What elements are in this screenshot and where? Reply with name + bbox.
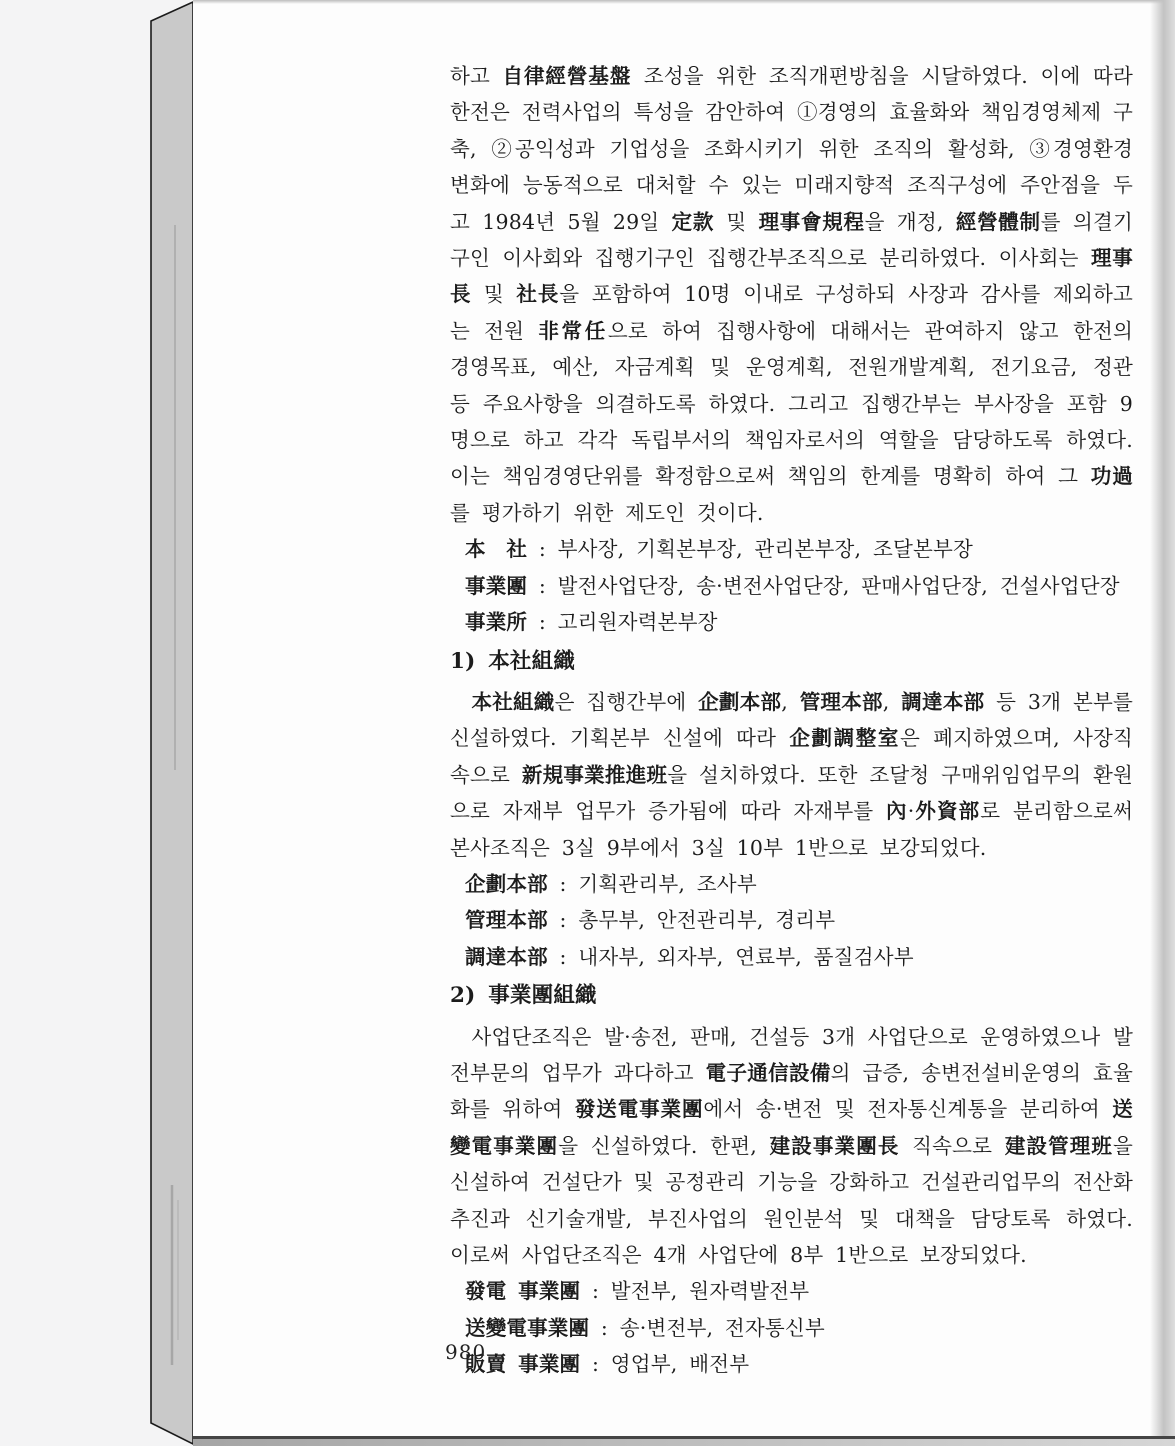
list-item xyxy=(465,939,1133,975)
list-item xyxy=(465,604,1133,640)
group-value: 발전부, 원자력발전부 xyxy=(610,1279,810,1304)
section-1-paragraph: 本社組織은 집행간부에 企劃本部, 管理本部, 調達本部 등 3개 본부를 신설하였다. 기획본부 신설에 따라 企劃調整室은 폐지하였으며, 사장직속으로 新規事業推進班을 설치하였다. 또한 조달청 구매위임업무의 환원으로 자재부 업무가 증가됨에 따라 자재부를 內·外資部로 분리함으로써 본사조직은 3실 9부에서 3실 10부 1반으로 보강되었다. xyxy=(450,689,1134,860)
headquarters-dept-list xyxy=(450,866,1133,975)
business-group-list xyxy=(450,1273,1133,1382)
separator: : xyxy=(547,871,579,896)
separator: : xyxy=(527,610,558,635)
dept-label: 企劃本部 xyxy=(465,871,548,896)
separator: : xyxy=(580,1352,611,1377)
list-item xyxy=(465,568,1133,604)
dept-label: 調達本部 xyxy=(465,944,548,969)
list-item xyxy=(465,902,1133,938)
list-item xyxy=(465,531,1133,567)
page-content xyxy=(450,58,1133,1383)
section-1-heading: 1) 本社組織 xyxy=(450,648,576,674)
group-value: 송·변전부, 전자통신부 xyxy=(619,1315,825,1340)
list-item xyxy=(465,1273,1133,1309)
org-label: 事業所 xyxy=(465,610,528,635)
dept-value: 내자부, 외자부, 연료부, 품질검사부 xyxy=(578,944,914,969)
page-right-edge xyxy=(1150,0,1175,1446)
group-label: 發電 事業團 xyxy=(465,1279,581,1304)
separator: : xyxy=(527,573,558,598)
org-label: 事業團 xyxy=(465,573,528,598)
separator: : xyxy=(527,537,558,562)
org-value: 부사장, 기획본부장, 관리본부장, 조달본부장 xyxy=(557,537,974,562)
org-value: 고리원자력본부장 xyxy=(557,610,718,635)
list-item xyxy=(465,866,1133,902)
section-2-paragraph: 사업단조직은 발·송전, 판매, 건설등 3개 사업단으로 운영하였으나 발전부문의 업무가 과다하고 電子通信設備의 급증, 송변전설비운영의 효율화를 위하여 發送電事業團에서 송·변전 및 전자통신계통을 분리하여 送變電事業團을 신설하였다. 한편, 建設事業團長 직속으로 建設管理班을 신설하여 건설단가 및 공정관리 기능을 강화하고 건설관리업무의 전산화추진과 신기술개발, 부진사업의 원인분석 및 대책을 담당토록 하였다. 이로써 사업단조직은 4개 사업단에 8부 1반으로 보장되었다. xyxy=(450,1024,1134,1267)
list-item xyxy=(465,1346,1133,1382)
separator: : xyxy=(547,908,579,933)
group-label: 送變電事業團 xyxy=(465,1315,590,1340)
dept-value: 기획관리부, 조사부 xyxy=(578,871,757,896)
separator: : xyxy=(547,944,579,969)
org-label: 本 社 xyxy=(465,537,528,562)
section-2-heading: 2) 事業團組織 xyxy=(450,983,597,1009)
intro-paragraph: 하고 自律經營基盤 조성을 위한 조직개편방침을 시달하였다. 이에 따라 한전은 전력사업의 특성을 감안하여 ①경영의 효율화와 책임경영체제 구축, ②공익성과 기업성을 조화시키기 위한 조직의 활성화, ③경영환경 변화에 능동적으로 대처할 수 있는 미래지향적 조직구성에 주안점을 두고 1984년 5월 29일 定款 및 理事會規程을 개정, 經營體制를 의결기구인 이사회와 집행기구인 집행간부조직으로 분리하였다. 이사회는 理事長 및 社長을 포함하여 10명 이내로 구성하되 사장과 감사를 제외하고는 전원 非常任으로 하여 집행사항에 대해서는 관여하지 않고 한전의 경영목표, 예산, 자금계획 및 운영계획, 전원개발계획, 전기요금, 정관 등 주요사항을 의결하도록 하였다. 그리고 집행간부는 부사장을 포함 9명으로 하고 각각 독립부서의 책임자로서의 역할을 담당하도록 하였다. 이는 책임경영단위를 확정함으로써 책임의 한계를 명확히 하여 그 功過를 평가하기 위한 제도인 것이다. xyxy=(450,64,1134,525)
group-label: 販賣 事業團 xyxy=(465,1352,581,1377)
group-value: 영업부, 배전부 xyxy=(610,1352,750,1377)
separator: : xyxy=(589,1315,620,1340)
book-page xyxy=(193,0,1175,1446)
separator: : xyxy=(580,1279,611,1304)
org-value: 발전사업단장, 송·변전사업단장, 판매사업단장, 건설사업단장 xyxy=(557,573,1120,598)
dept-label: 管理本部 xyxy=(465,908,548,933)
dept-value: 총무부, 안전관리부, 경리부 xyxy=(578,908,836,933)
book-spine-edge xyxy=(149,0,195,1446)
list-item xyxy=(465,1310,1133,1346)
page-number: 980 xyxy=(445,1340,487,1364)
org-head-list xyxy=(450,531,1133,640)
page-bottom-edge xyxy=(193,1436,1175,1446)
